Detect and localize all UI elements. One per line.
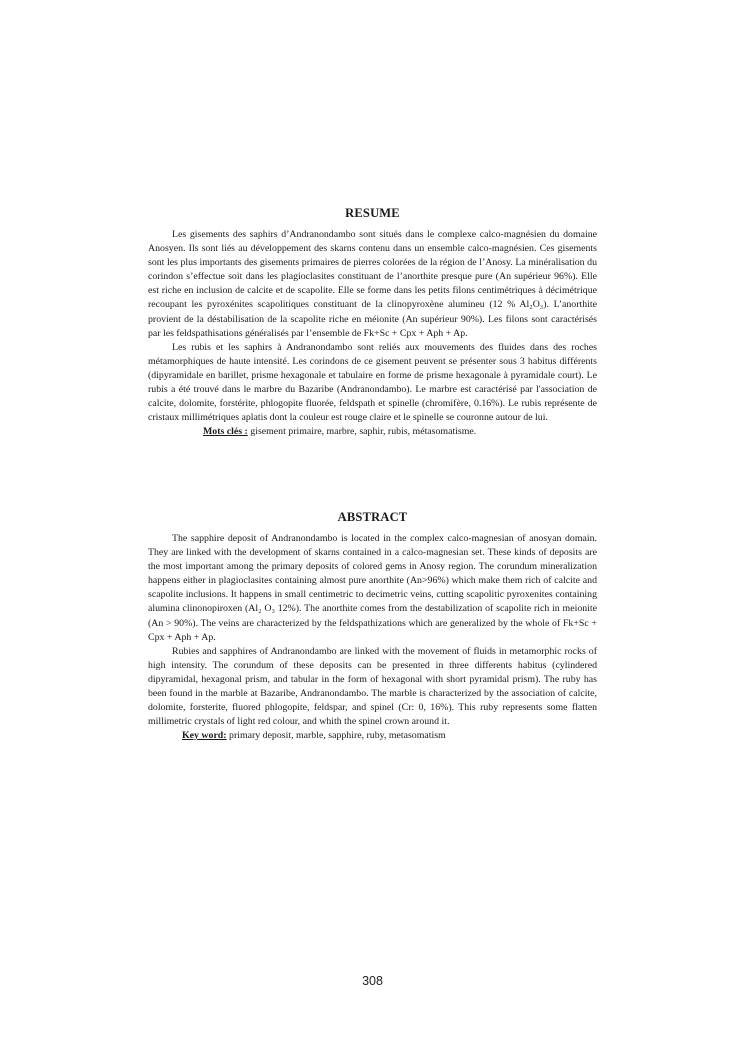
resume-paragraph-2: Les rubis et les saphirs à Andranondambo sont reliés aux mouvements des fluides dans des roches métamorphiques de haute intensité. Les corindons de ce gisement peuvent se présenter sous 3 habitus différents (dipyramidale en barillet, prisme hexagonale et tabulaire en forme de prisme hexagonale à pyramidale court). Le rubis a été trouvé dans le marbre du Bazaribe (Andranondambo). Le marbre est caractérisé par l'association de calcite, dolomite, forstérite, phlogopite fluorée, feldspath et spinelle (chromifère, 0.16%). Le rubis représente de cristaux millimétriques aplatis dont la couleur est rouge claire et le spinelle se couronne autour de lui. <box>148 341 597 424</box>
resume-keywords-label: Mots clés : <box>203 426 248 438</box>
resume-heading: RESUME <box>345 206 400 220</box>
abstract-keywords-label: Key word: <box>182 730 227 742</box>
abstract-heading: ABSTRACT <box>337 510 408 524</box>
resume-section <box>148 206 597 439</box>
abstract-keywords-text: primary deposit, marble, sapphire, ruby, metasomatism <box>226 730 446 742</box>
resume-keywords <box>148 425 597 439</box>
resume-paragraph-1: Les gisements des saphirs d’Andranondambo sont situés dans le complexe calco-magnésien du domaine Anosyen. Ils sont liés au développement des skarns contenu dans un ensemble calco-magnésien. Ces gisements sont les plus importants des gisements primaires de pierres colorées de la région de l’Anosy. La minéralisation du corindon s’effectue soit dans les plagioclasites constituant de l’anorthite presque pure (An supérieur 96%). Elle est riche en inclusion de calcite et de scapolite. Elle se forme dans les petits filons centimétriques à décimétrique recoupant les pyroxénites scapolitiques constituant de la clinopyroxène alumineu (12 % Al₂O₃). L’anorthite provient de la déstabilisation de la scapolite riche en méionite (An supérieur 90%). Les filons sont caractérisés par les feldspathisations généralisés par l’ensemble de Fk+Sc + Cpx + Aph + Ap. <box>148 229 597 339</box>
abstract-keywords <box>148 729 597 743</box>
abstract-paragraph-2: Rubies and sapphires of Andranondambo are linked with the movement of fluids in metamorphic rocks of high intensity. The corundum of these deposits can be presented in three differents habitus (cylindered dipyramidal, hexagonal prism, and tabular in the form of hexagonal with short pyramidal prism). The ruby has been found in the marble at Bazaribe, Andranondambo. The marble is characterized by the association of calcite, dolomite, forsterite, fluored phlogopite, feldspar, and spinel (Cr: 0, 16%). This ruby represents some flatten millimetric crystals of light red colour, and whith the spinel crown around it. <box>148 645 597 728</box>
resume-keywords-text: gisement primaire, marbre, saphir, rubis, métasomatisme. <box>247 426 477 438</box>
page-number: 308 <box>362 974 383 988</box>
abstract-section <box>148 510 597 743</box>
abstract-paragraph-1: The sapphire deposit of Andranondambo is located in the complex calco-magnesian of anosyan domain. They are linked with the development of skarns contained in a calco-magnesian set. These kinds of deposits are the most important among the primary deposits of colored gems in Anosy region. The corundum mineralization happens either in plagioclasites containing almost pure anorthite (An>96%) which make them rich of calcite and scapolite inclusions. It happens in small centimetric to decimetric veins, cutting scapolitic pyroxenites containing alumina clinonopiroxen (Al₂ O₃ 12%). The anorthite comes from the destabilization of scapolite rich in meionite (An > 90%). The veins are characterized by the feldspathizations which are generalized by the whole of Fk+Sc + Cpx + Aph + Ap. <box>148 533 597 643</box>
